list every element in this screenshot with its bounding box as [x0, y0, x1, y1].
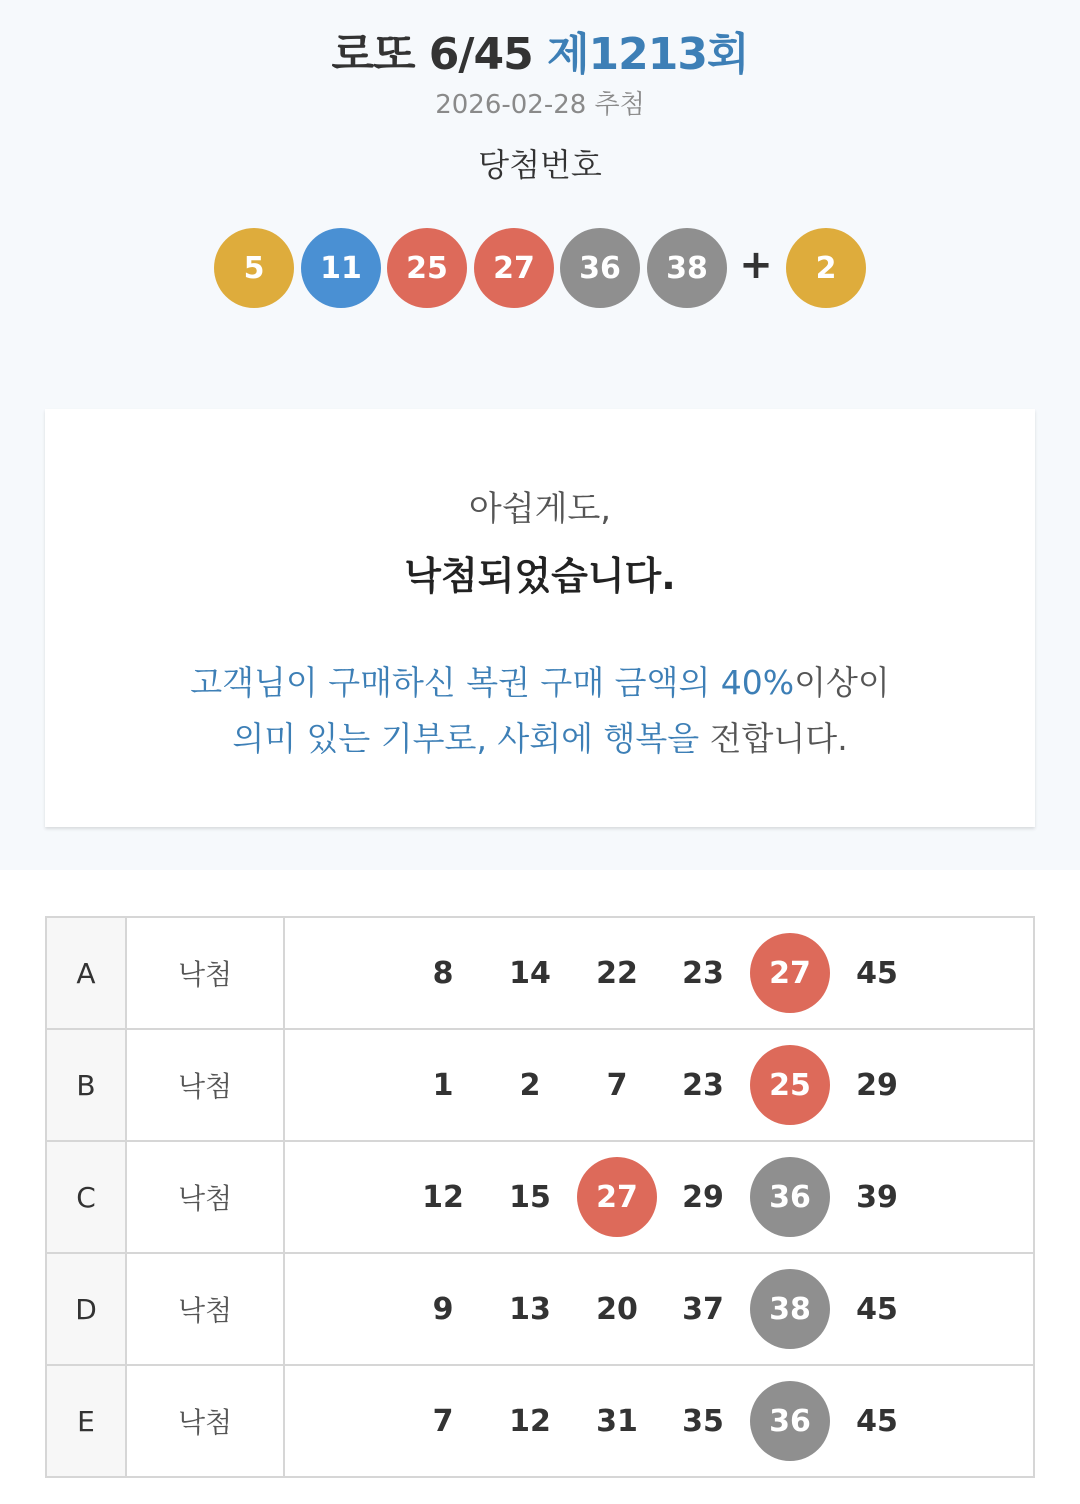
bonus-ball: 2 [786, 228, 866, 308]
winning-ball: 11 [301, 228, 381, 308]
ticket-number: 37 [682, 1291, 724, 1327]
row-numbers [284, 1365, 1034, 1477]
table-row [46, 1141, 1034, 1253]
ticket-number: 22 [596, 955, 638, 991]
ticket-number: 7 [432, 1403, 454, 1439]
table-row [46, 1029, 1034, 1141]
row-result: 낙첨 [126, 917, 284, 1029]
ticket-number: 23 [682, 1067, 724, 1103]
ticket-number: 9 [432, 1291, 454, 1327]
row-numbers [284, 1029, 1034, 1141]
ticket-number: 13 [509, 1291, 551, 1327]
ticket-number: 12 [422, 1179, 464, 1215]
winning-ball: 27 [474, 228, 554, 308]
matched-number: 38 [750, 1269, 830, 1349]
ticket-number: 14 [509, 955, 551, 991]
game-name: 로또 6/45 [331, 29, 533, 80]
donation-text-b: 이상이 [794, 663, 890, 702]
winning-numbers [0, 228, 1080, 308]
donation-text-a: 고객님이 구매하신 복권 구매 금액의 40% [190, 663, 795, 702]
winning-ball: 38 [647, 228, 727, 308]
ticket-number: 8 [432, 955, 454, 991]
winning-ball: 5 [214, 228, 294, 308]
row-result: 낙첨 [126, 1141, 284, 1253]
row-result: 낙첨 [126, 1253, 284, 1365]
row-result: 낙첨 [126, 1365, 284, 1477]
ticket-number: 45 [856, 1403, 898, 1439]
ticket-number: 29 [856, 1067, 898, 1103]
row-numbers [284, 917, 1034, 1029]
ticket-number: 39 [856, 1179, 898, 1215]
matched-number: 25 [750, 1045, 830, 1125]
draw-date: 2026-02-28 추첨 [435, 90, 645, 120]
donation-text-d: 전합니다. [699, 719, 848, 758]
table-row [46, 1253, 1034, 1365]
table-row [46, 917, 1034, 1029]
matched-number: 36 [750, 1157, 830, 1237]
ticket-number: 15 [509, 1179, 551, 1215]
ticket-number: 12 [509, 1403, 551, 1439]
ticket-number: 29 [682, 1179, 724, 1215]
ticket-number: 35 [682, 1403, 724, 1439]
row-label: C [46, 1141, 126, 1253]
ticket-number: 1 [432, 1067, 454, 1103]
row-label: B [46, 1029, 126, 1141]
ticket-number: 31 [596, 1403, 638, 1439]
row-label: D [46, 1253, 126, 1365]
row-label: A [46, 917, 126, 1029]
donation-text-c: 의미 있는 기부로, 사회에 행복을 [232, 719, 700, 758]
winning-ball: 36 [560, 228, 640, 308]
ticket-number: 23 [682, 955, 724, 991]
ticket-results-table [45, 916, 1035, 1478]
row-label: E [46, 1365, 126, 1477]
winning-ball: 25 [387, 228, 467, 308]
plus-icon: + [739, 242, 773, 288]
ticket-number: 45 [856, 955, 898, 991]
ticket-number: 7 [606, 1067, 628, 1103]
table-row [46, 1365, 1034, 1477]
matched-number: 36 [750, 1381, 830, 1461]
row-numbers [284, 1141, 1034, 1253]
row-numbers [284, 1253, 1034, 1365]
round-number: 제1213회 [547, 29, 749, 80]
ticket-number: 45 [856, 1291, 898, 1327]
matched-number: 27 [577, 1157, 657, 1237]
row-result: 낙첨 [126, 1029, 284, 1141]
ticket-number: 2 [519, 1067, 541, 1103]
donation-message [45, 655, 1035, 767]
page-title [0, 18, 1080, 82]
winning-numbers-label: 당첨번호 [478, 146, 602, 184]
sorry-text: 아쉽게도, [468, 489, 612, 529]
matched-number: 27 [750, 933, 830, 1013]
ticket-number: 20 [596, 1291, 638, 1327]
result-message-card [45, 409, 1035, 827]
lost-text: 낙첨되었습니다. [404, 554, 676, 598]
